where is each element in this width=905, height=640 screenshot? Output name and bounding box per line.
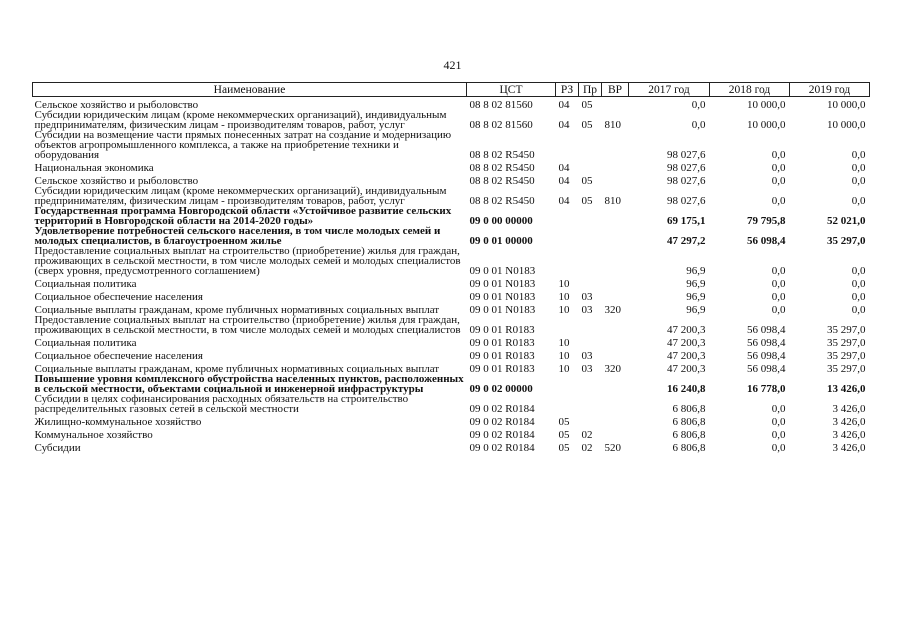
table-row (33, 440, 870, 453)
cell-rz: 10 (558, 278, 570, 290)
cell-name: Жилищно-коммунальное хозяйство (34, 416, 202, 428)
cell-2017: 47 200,3 (667, 337, 706, 349)
table-row (33, 348, 870, 361)
cell-2019: 10 000,0 (827, 99, 866, 111)
cell-2018: 0,0 (771, 403, 786, 415)
cell-name: Субсидии (34, 442, 81, 454)
cell-cst: 09 0 01 R0183 (469, 324, 535, 336)
cell-pr: 03 (581, 304, 593, 316)
table-row (33, 315, 870, 335)
table-row (33, 160, 870, 173)
page-number: 421 (443, 58, 462, 72)
cell-vr (602, 335, 629, 348)
cell-rz: 04 (558, 162, 570, 174)
table-body (33, 97, 870, 454)
cell-2018: 56 098,4 (747, 350, 786, 362)
cell-rz: 10 (558, 304, 570, 316)
cell-2018: 0,0 (771, 304, 786, 316)
header-cst: ЦСТ (467, 83, 556, 97)
cell-pr (579, 246, 602, 276)
cell-2019: 10 000,0 (827, 119, 866, 131)
cell-name: Удовлетворение потребностей сельского населения, в том числе молодых семей и молодых специалистов, в благоустроенном жилье (34, 225, 441, 247)
cell-pr: 02 (581, 442, 593, 454)
header-vr: ВР (602, 83, 629, 97)
cell-rz: 05 (558, 416, 570, 428)
cell-vr (602, 289, 629, 302)
cell-2019: 52 021,0 (827, 215, 866, 227)
table-row (33, 186, 870, 206)
cell-rz: 10 (558, 337, 570, 349)
cell-rz (556, 130, 579, 160)
cell-vr: 810 (604, 119, 621, 131)
cell-vr (602, 130, 629, 160)
cell-pr: 05 (581, 195, 593, 207)
cell-rz: 10 (558, 291, 570, 303)
cell-2019: 3 426,0 (832, 416, 866, 428)
cell-name: Национальная экономика (34, 162, 154, 174)
cell-cst: 09 0 01 N0183 (469, 291, 536, 303)
cell-pr: 03 (581, 291, 593, 303)
cell-2017: 96,9 (686, 265, 706, 277)
cell-vr (602, 315, 629, 335)
cell-cst: 09 0 01 N0183 (469, 304, 536, 316)
cell-rz: 10 (558, 350, 570, 362)
cell-cst: 08 8 02 R5450 (469, 195, 535, 207)
cell-2019: 0,0 (851, 304, 866, 316)
cell-name: Субсидии юридическим лицам (кроме некоммерческих организаций), индивидуальным предпринимателям, физическим лицам - производителям товаров, работ, услуг (34, 109, 447, 131)
cell-vr (602, 394, 629, 414)
cell-vr (602, 160, 629, 173)
cell-vr: 520 (604, 442, 621, 454)
cell-2017: 0,0 (691, 119, 706, 131)
table-row (33, 374, 870, 394)
cell-2019: 13 426,0 (827, 383, 866, 395)
cell-cst: 08 8 02 81560 (469, 99, 533, 111)
table-row (33, 289, 870, 302)
header-2019: 2019 год (790, 83, 870, 97)
cell-2019: 0,0 (851, 175, 866, 187)
cell-name: Социальное обеспечение населения (34, 291, 203, 303)
cell-2017: 98 027,6 (667, 162, 706, 174)
cell-2018: 0,0 (771, 442, 786, 454)
cell-2017: 96,9 (686, 278, 706, 290)
table-row (33, 97, 870, 111)
header-pr: Пр (579, 83, 602, 97)
table-row (33, 246, 870, 276)
cell-name: Социальные выплаты гражданам, кроме публичных нормативных социальных выплат (34, 304, 440, 316)
cell-2018: 56 098,4 (747, 337, 786, 349)
cell-2019: 0,0 (851, 265, 866, 277)
cell-2017: 6 806,8 (672, 416, 706, 428)
cell-2018: 16 778,0 (747, 383, 786, 395)
cell-2018: 56 098,4 (747, 363, 786, 375)
cell-vr (602, 206, 629, 226)
cell-cst: 08 8 02 R5450 (469, 149, 535, 161)
cell-cst: 09 0 01 N0183 (469, 265, 536, 277)
table-row (33, 427, 870, 440)
cell-pr (579, 394, 602, 414)
cell-2019: 3 426,0 (832, 403, 866, 415)
table-row (33, 414, 870, 427)
cell-pr: 05 (581, 99, 593, 111)
cell-cst: 09 0 01 R0183 (469, 363, 535, 375)
cell-rz: 04 (558, 195, 570, 207)
cell-name: Субсидии на возмещение части прямых понесенных затрат на создание и модернизацию объектов агропромышленного комплекса, а также на приобретение техники и оборудования (34, 129, 452, 161)
cell-2017: 98 027,6 (667, 175, 706, 187)
cell-name: Сельское хозяйство и рыболовство (34, 175, 199, 187)
header-2017: 2017 год (629, 83, 710, 97)
cell-2019: 0,0 (851, 162, 866, 174)
cell-cst: 09 0 02 R0184 (469, 429, 535, 441)
cell-2017: 47 200,3 (667, 363, 706, 375)
cell-pr (579, 374, 602, 394)
cell-name: Социальные выплаты гражданам, кроме публичных нормативных социальных выплат (34, 363, 440, 375)
cell-pr: 02 (581, 429, 593, 441)
cell-vr (602, 348, 629, 361)
cell-cst: 08 8 02 R5450 (469, 175, 535, 187)
cell-rz (556, 226, 579, 246)
table-header-row (33, 83, 870, 97)
header-2018: 2018 год (710, 83, 790, 97)
cell-name: Сельское хозяйство и рыболовство (34, 99, 199, 111)
table-row (33, 276, 870, 289)
cell-cst: 09 0 02 00000 (469, 383, 533, 395)
cell-pr (579, 276, 602, 289)
cell-2018: 79 795,8 (747, 215, 786, 227)
cell-2017: 98 027,6 (667, 195, 706, 207)
cell-vr: 810 (604, 195, 621, 207)
cell-2018: 0,0 (771, 175, 786, 187)
cell-vr (602, 246, 629, 276)
cell-vr (602, 374, 629, 394)
cell-2019: 0,0 (851, 291, 866, 303)
cell-2017: 6 806,8 (672, 403, 706, 415)
cell-cst: 09 0 02 R0184 (469, 416, 535, 428)
cell-pr: 03 (581, 350, 593, 362)
cell-2017: 47 200,3 (667, 350, 706, 362)
cell-2018: 0,0 (771, 278, 786, 290)
cell-cst: 09 0 01 N0183 (469, 278, 536, 290)
cell-name: Субсидии юридическим лицам (кроме некоммерческих организаций), индивидуальным предпринимателям, физическим лицам - производителям товаров, работ, услуг (34, 185, 447, 207)
cell-2017: 69 175,1 (667, 215, 706, 227)
cell-name: Субсидии в целях софинансирования расходных обязательств на строительство распределительных газовых сетей в сельской местности (34, 393, 409, 415)
cell-2018: 56 098,4 (747, 324, 786, 336)
cell-vr (602, 226, 629, 246)
cell-vr (602, 276, 629, 289)
table-row (33, 206, 870, 226)
cell-rz: 04 (558, 119, 570, 131)
cell-cst: 09 0 02 R0184 (469, 403, 535, 415)
cell-cst: 08 8 02 81560 (469, 119, 533, 131)
cell-2017: 96,9 (686, 304, 706, 316)
cell-2018: 10 000,0 (747, 119, 786, 131)
cell-rz: 05 (558, 429, 570, 441)
cell-name: Социальное обеспечение населения (34, 350, 203, 362)
cell-2019: 35 297,0 (827, 337, 866, 349)
cell-name: Социальная политика (34, 337, 137, 349)
cell-pr (579, 335, 602, 348)
cell-2017: 96,9 (686, 291, 706, 303)
cell-2017: 98 027,6 (667, 149, 706, 161)
cell-pr (579, 315, 602, 335)
cell-2017: 6 806,8 (672, 429, 706, 441)
cell-name: Социальная политика (34, 278, 137, 290)
cell-2017: 0,0 (691, 99, 706, 111)
cell-2017: 16 240,8 (667, 383, 706, 395)
cell-name: Повышение уровня комплексного обустройства населенных пунктов, расположенных в сельской местности, объектами социальной и инженерной инфраструктуры (34, 373, 464, 395)
cell-2018: 0,0 (771, 195, 786, 207)
cell-pr (579, 206, 602, 226)
cell-2019: 35 297,0 (827, 324, 866, 336)
cell-2019: 3 426,0 (832, 429, 866, 441)
cell-2017: 47 200,3 (667, 324, 706, 336)
table-row (33, 394, 870, 414)
cell-vr (602, 414, 629, 427)
cell-pr: 05 (581, 175, 593, 187)
cell-2019: 0,0 (851, 149, 866, 161)
cell-name: Предоставление социальных выплат на строительство (приобретение) жилья для граждан, проживающих в сельской местности, в том числе молодых семей и молодых специалистов (34, 314, 461, 336)
cell-cst: 09 0 00 00000 (469, 215, 533, 227)
cell-rz: 04 (558, 99, 570, 111)
cell-rz (556, 206, 579, 226)
budget-table (32, 82, 870, 453)
cell-2018: 56 098,4 (747, 235, 786, 247)
cell-2018: 0,0 (771, 416, 786, 428)
cell-rz (556, 246, 579, 276)
cell-2019: 0,0 (851, 195, 866, 207)
cell-pr (579, 130, 602, 160)
cell-pr (579, 226, 602, 246)
cell-pr: 05 (581, 119, 593, 131)
cell-name: Предоставление социальных выплат на строительство (приобретение) жилья для граждан, проживающих в сельской местности, в том числе молодых семей и молодых специалистов (сверх уровня, предусмотренного соглашением) (34, 245, 461, 277)
cell-2018: 0,0 (771, 265, 786, 277)
table-row (33, 335, 870, 348)
cell-2018: 0,0 (771, 291, 786, 303)
cell-2018: 10 000,0 (747, 99, 786, 111)
cell-vr: 320 (604, 363, 621, 375)
cell-2019: 0,0 (851, 278, 866, 290)
cell-rz (556, 374, 579, 394)
cell-cst: 08 8 02 R5450 (469, 162, 535, 174)
header-name: Наименование (33, 83, 467, 97)
cell-2019: 3 426,0 (832, 442, 866, 454)
cell-rz: 05 (558, 442, 570, 454)
cell-2017: 47 297,2 (667, 235, 706, 247)
header-rz: РЗ (556, 83, 579, 97)
cell-name: Коммунальное хозяйство (34, 429, 153, 441)
cell-cst: 09 0 01 R0183 (469, 337, 535, 349)
cell-pr (579, 414, 602, 427)
cell-2018: 0,0 (771, 429, 786, 441)
cell-vr: 320 (604, 304, 621, 316)
cell-rz: 10 (558, 363, 570, 375)
table-row (33, 226, 870, 246)
cell-vr (602, 97, 629, 111)
cell-name: Государственная программа Новгородской области «Устойчивое развитие сельских территорий в Новгородской области на 2014-2020 годы» (34, 205, 452, 227)
cell-pr: 03 (581, 363, 593, 375)
cell-vr (602, 173, 629, 186)
cell-2018: 0,0 (771, 149, 786, 161)
cell-vr (602, 427, 629, 440)
cell-2017: 6 806,8 (672, 442, 706, 454)
cell-rz: 04 (558, 175, 570, 187)
cell-2018: 0,0 (771, 162, 786, 174)
cell-2019: 35 297,0 (827, 235, 866, 247)
cell-2019: 35 297,0 (827, 350, 866, 362)
cell-pr (579, 160, 602, 173)
cell-rz (556, 394, 579, 414)
cell-cst: 09 0 01 00000 (469, 235, 533, 247)
cell-rz (556, 315, 579, 335)
cell-cst: 09 0 01 R0183 (469, 350, 535, 362)
cell-2019: 35 297,0 (827, 363, 866, 375)
table-row (33, 130, 870, 160)
cell-cst: 09 0 02 R0184 (469, 442, 535, 454)
table-row (33, 110, 870, 130)
